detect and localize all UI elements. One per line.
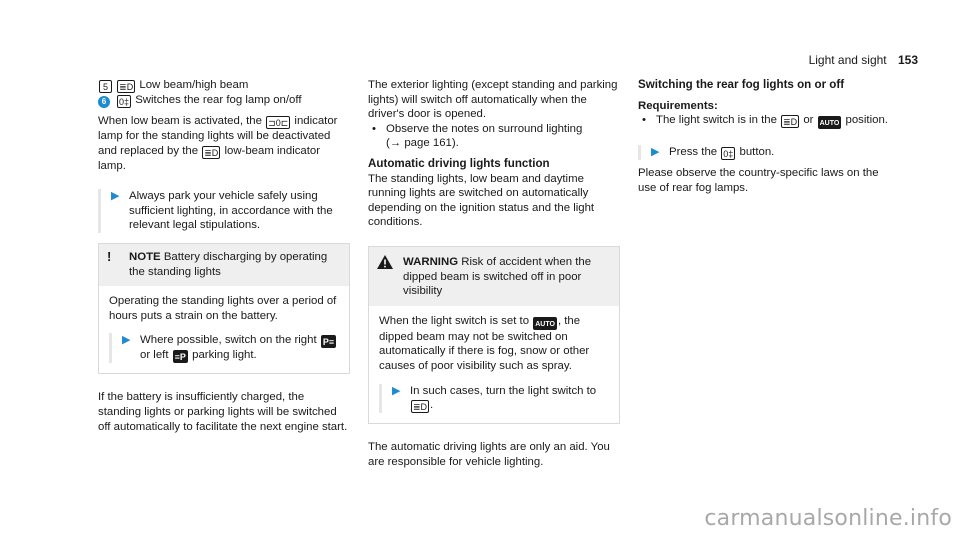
bullet-icon: •	[372, 122, 376, 135]
step-park-safely-text: Always park your vehicle safely using sufficient lighting, in accordance with the relevant legal stipulations.	[129, 190, 333, 232]
parking-light-left-icon: ≡P	[174, 352, 186, 363]
automatic-lights-heading: Automatic driving lights function	[368, 156, 550, 170]
low-beam-paragraph-part-1: When low beam is activated, the	[98, 115, 262, 127]
step-press-part-2: button.	[739, 146, 775, 159]
low-beam-paragraph-part-3: low-beam indicator lamp.	[98, 144, 321, 172]
note-body	[99, 286, 349, 373]
requirement-part-3: position.	[845, 114, 888, 127]
parking-light-right-icon: P≡	[322, 337, 335, 348]
warning-triangle-icon	[377, 255, 403, 299]
step-press-fog-button	[638, 145, 892, 160]
warning-step-period: .	[430, 399, 434, 412]
note-box	[98, 243, 350, 374]
auto-light-icon: AUTO	[818, 116, 842, 129]
page-reference-link[interactable]: (→ page 161).	[386, 137, 459, 150]
note-body-text: Operating the standing lights over a period of hours puts a strain on the battery.	[109, 295, 337, 322]
auto-light-icon: AUTO	[533, 317, 557, 330]
warning-header	[369, 247, 619, 306]
step-press-part-1: Press the	[669, 146, 718, 159]
page-header	[809, 53, 918, 68]
low-beam-icon: ≣D	[413, 402, 428, 413]
note-step-part-3: parking light.	[192, 349, 257, 362]
warning-label: WARNING	[403, 255, 459, 268]
rear-fog-lamp-icon: 0‡	[723, 149, 734, 160]
legend-item-5	[98, 78, 350, 93]
warning-body-part-2: , the dipped beam may not be switched on automatically if there is fog, snow or other causes of poor visibility such as spray.	[379, 314, 590, 372]
low-beam-paragraph	[98, 114, 350, 173]
column-left	[98, 78, 350, 434]
legend-item-6-text: Switches the rear fog lamp on/off	[135, 94, 302, 106]
column-middle	[368, 78, 620, 469]
warning-body-text	[379, 314, 609, 374]
note-title: Battery discharging by operating the standing lights	[129, 250, 328, 278]
battery-paragraph: If the battery is insufficiently charged, the standing lights or parking lights will be switched off automatically to facilitate the next engine start.	[98, 391, 348, 433]
legend-number-6-icon: 6	[98, 96, 110, 108]
warning-step	[379, 384, 609, 414]
requirement-part-2: or	[803, 114, 814, 127]
warning-step-text: In such cases, turn the light switch to	[410, 384, 597, 397]
note-step-part-1: Where possible, switch on the right	[140, 334, 317, 347]
column-right	[638, 78, 892, 195]
step-arrow-icon: ▶	[392, 384, 401, 397]
warning-body	[369, 306, 619, 423]
automatic-lights-paragraph: The standing lights, low beam and daytime running lights are switched on automatically depending on the ignition status and the light conditions.	[368, 172, 595, 229]
low-beam-indicator-icon: ≣D	[204, 147, 219, 158]
low-beam-icon: ≣D	[783, 117, 798, 128]
rear-fog-heading: Switching the rear fog lights on or off	[638, 78, 845, 91]
requirement-item	[638, 113, 892, 129]
page-number: 153	[897, 53, 918, 67]
requirement-part-1: The light switch is in the	[656, 114, 777, 127]
bullet-icon: •	[642, 114, 646, 127]
country-laws-paragraph: Please observe the country-specific laws on the use of rear fog lamps.	[638, 167, 879, 194]
note-exclamation-icon: !	[107, 248, 112, 264]
warning-body-part-1: When the light switch is set to	[379, 314, 530, 327]
note-label: NOTE	[129, 250, 161, 263]
exterior-lighting-paragraph: The exterior lighting (except standing and parking lights) will switch off automatically when the driver's door is opened.	[368, 79, 618, 121]
note-header	[99, 244, 349, 286]
bullet-surround-lighting	[368, 122, 620, 151]
bullet-surround-lighting-text: Observe the notes on surround lighting	[386, 122, 583, 135]
watermark: carmanualsonline.info	[704, 506, 952, 532]
note-step-part-2: or left	[140, 349, 169, 362]
requirements-label: Requirements:	[638, 99, 718, 112]
step-park-safely	[98, 189, 350, 233]
note-step	[109, 333, 339, 363]
section-title: Light and sight	[808, 53, 887, 67]
low-beam-icon: ≣D	[119, 82, 134, 92]
standing-lights-icon: ⊐0⊏	[268, 118, 289, 128]
step-arrow-icon: ▶	[111, 190, 120, 203]
legend-item-5-text: Low beam/high beam	[139, 79, 249, 91]
step-arrow-icon: ▶	[122, 334, 131, 347]
rear-fog-lamp-icon: 0‡	[119, 97, 130, 107]
aid-paragraph: The automatic driving lights are only an aid. You are responsible for vehicle lighting.	[368, 441, 610, 468]
legend-number-5-icon: 5	[99, 80, 112, 93]
legend-item-6	[98, 93, 350, 108]
warning-title: Risk of accident when the dipped beam is switched off in poor visibility	[403, 255, 592, 298]
warning-box	[368, 246, 620, 424]
step-arrow-icon: ▶	[651, 146, 660, 159]
low-beam-paragraph-part-2: indicator lamp for the standing lights will be deactivated and replaced by the	[98, 115, 338, 157]
